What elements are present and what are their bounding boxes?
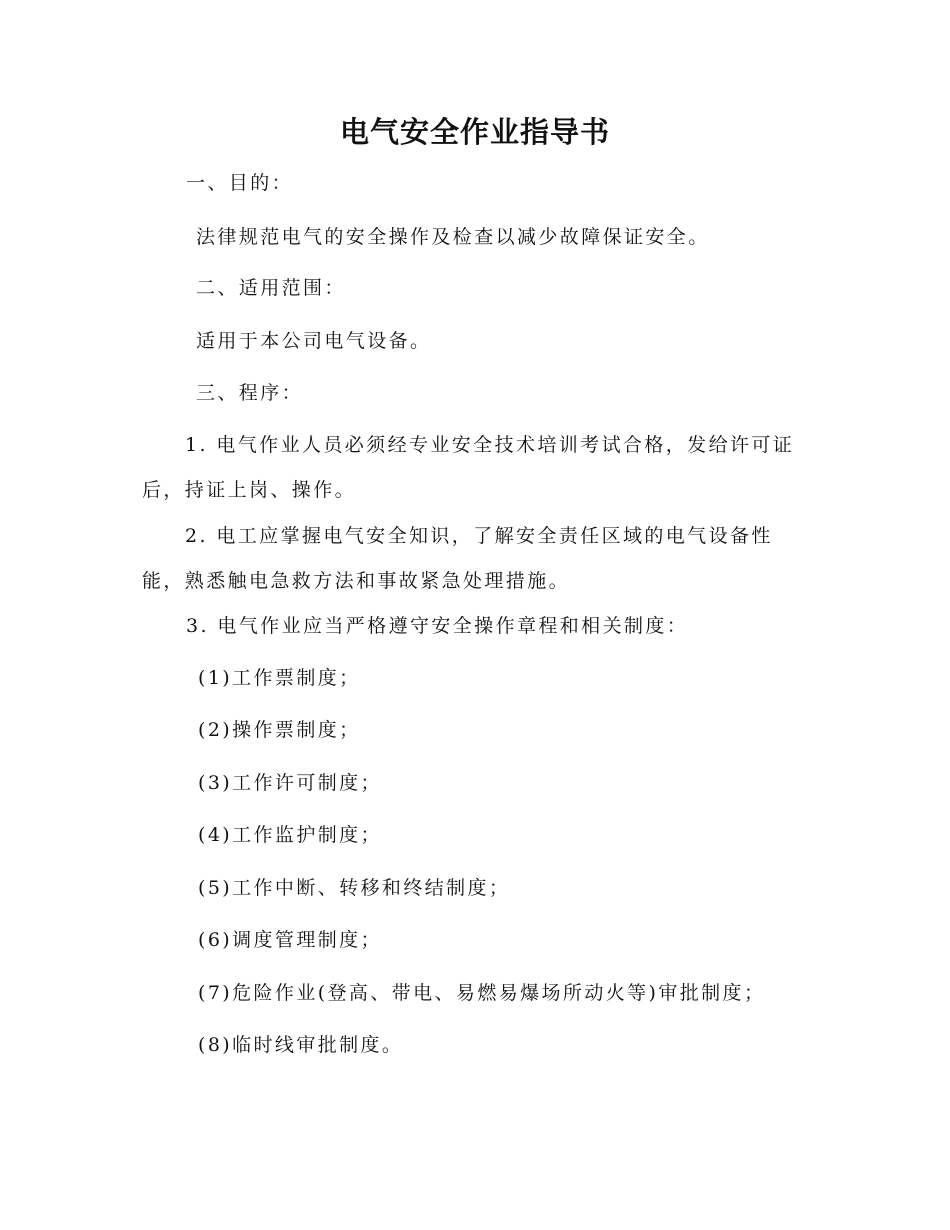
scope-text: 适用于本公司电气设备。 [196,330,432,352]
system-item-3: (3)工作许可制度； [198,772,382,794]
system-item-8: (8)临时线审批制度。 [198,1034,404,1056]
system-item-4: (4)工作监护制度； [198,824,382,846]
system-item-5: (5)工作中断、转移和终结制度； [198,877,511,899]
purpose-heading: 一、目的： [186,172,294,194]
purpose-text: 法律规范电气的安全操作及检查以减少故障保证安全。 [196,226,710,248]
procedure-item-2: 2. 电工应掌握电气安全知识，了解安全责任区域的电气设备性能，熟悉触电急救方法和事故紧急处理措施。 [142,525,773,592]
system-item-7: (7)危险作业(登高、带电、易燃易爆场所动火等)审批制度； [198,982,766,1004]
procedure-heading: 三、程序： [196,382,304,404]
procedure-item-1: 1. 电气作业人员必须经专业安全技术培训考试合格，发给许可证后，持证上岗、操作。 [142,434,795,501]
system-item-6: (6)调度管理制度； [198,929,382,951]
scope-heading: 二、适用范围： [196,277,346,299]
document-title: 电气安全作业指导书 [339,115,610,149]
system-item-2: (2)操作票制度； [198,719,361,741]
system-item-1: (1)工作票制度； [198,667,361,689]
procedure-item-3: 3. 电气作业应当严格遵守安全操作章程和相关制度： [186,615,689,637]
